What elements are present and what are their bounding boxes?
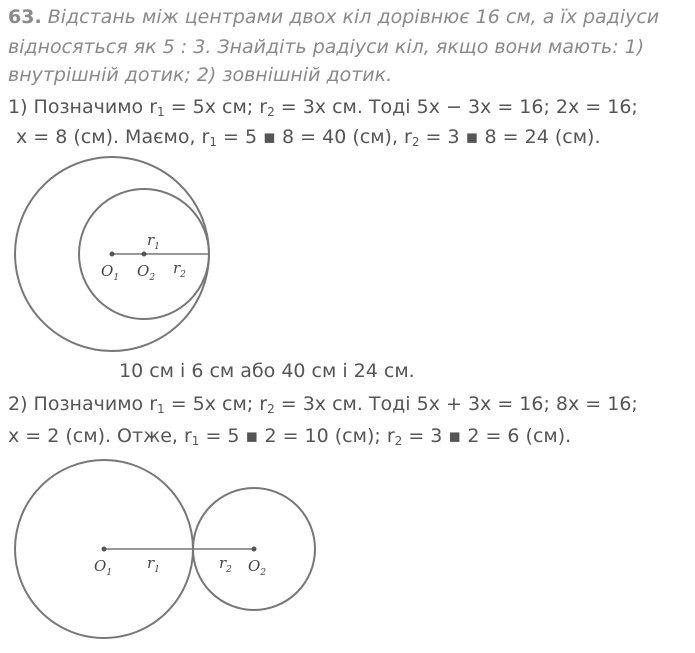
problem-text-1: Відстань між центрами двох кіл дорівнює 16 см, а їх радіуси [47, 6, 660, 28]
subscript: 2 [267, 105, 275, 119]
solution1-text: = 5 ▪ 8 = 40 (см), r [217, 126, 412, 148]
solution2-text: = 3x см. Тоді 5x + 3x = 16; 8x = 16; [274, 393, 638, 415]
solution1-text: 1) Позначимо r [8, 96, 158, 118]
solution1-text: = 3x см. Тоді 5x − 3x = 16; 2x = 16; [274, 96, 638, 118]
label-o1: $O_1$ [101, 262, 120, 283]
solution1-text: x = 8 (см). Маємо, r [16, 126, 210, 148]
solution2-text: x = 2 (см). Отже, r [8, 425, 192, 447]
solution2-text: 2) Позначимо r [8, 393, 158, 415]
label-r1: $r_1$ [147, 554, 160, 575]
subscript: 1 [157, 105, 165, 119]
subscript: 1 [157, 402, 165, 416]
label-r2: $r_2$ [173, 259, 186, 280]
solution2-text: = 5 ▪ 2 = 10 (см); r [199, 425, 395, 447]
center-point-o1 [110, 252, 115, 257]
label-r1: $r_1$ [147, 231, 160, 252]
subscript: 2 [267, 402, 275, 416]
label-o2: $O_2$ [248, 557, 267, 578]
solution1-text: = 5x см; r [164, 96, 268, 118]
center-point-o2 [252, 547, 257, 552]
subscript: 1 [191, 434, 200, 448]
subscript: 2 [411, 135, 420, 149]
solution1-text: = 3 ▪ 8 = 24 (см). [419, 126, 601, 148]
center-point-o2 [142, 252, 147, 257]
solution2-text: = 5x см; r [164, 393, 268, 415]
subscript: 2 [394, 434, 403, 448]
problem-text-2: відносяться як 5 : 3. Знайдіть радіуси кіл, якщо вони мають: 1) [8, 36, 645, 58]
label-r2: $r_2$ [219, 554, 232, 575]
label-o2: $O_2$ [137, 262, 156, 283]
problem-text-3: внутрішній дотик; 2) зовнішній дотик. [8, 64, 393, 86]
center-point-o1 [102, 547, 107, 552]
solution2-text: = 3 ▪ 2 = 6 (см). [402, 425, 572, 447]
label-o1: $O_1$ [94, 557, 113, 578]
problem-number: 63. [8, 6, 42, 28]
subscript: 1 [209, 135, 218, 149]
figure-external-tangency [15, 460, 315, 638]
answer-text: 10 см і 6 см або 40 см і 24 см. [119, 360, 415, 382]
